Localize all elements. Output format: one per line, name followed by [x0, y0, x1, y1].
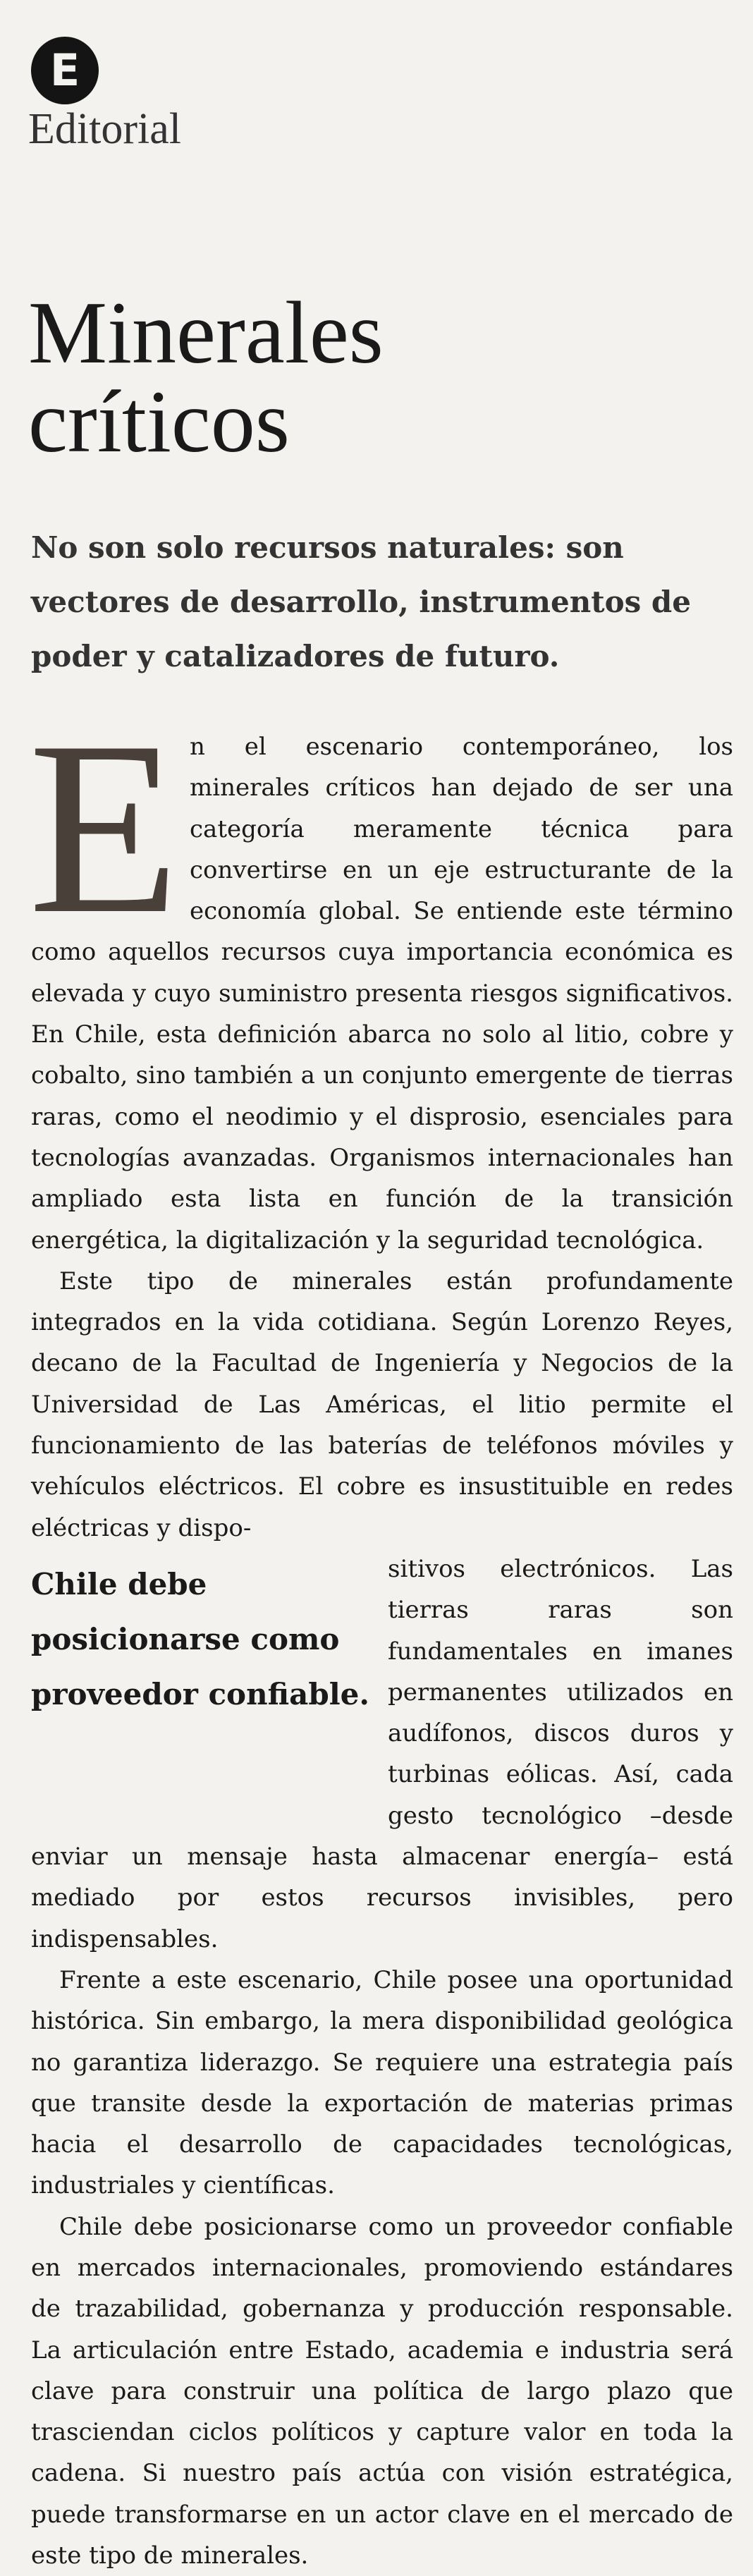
- article-title: Minerales críticos: [28, 284, 384, 471]
- paragraph-2-start: Este tipo de minerales están profundamente integrados en la vida cotidiana. Según Lorenzo Reyes, decano de la Facultad de Ingeniería y Negocios de la Universidad de Las Américas, el litio permite el funcionamiento de las baterías de teléfonos móviles y vehículos eléctricos. El cobre es insustituible en redes eléctricas y dispo-: [31, 1266, 733, 1542]
- paragraph-1: [28, 690, 733, 1261]
- section-badge: E: [31, 37, 99, 104]
- pull-quote: Chile debe posicionarse como proveedor confiable.: [31, 1566, 370, 1711]
- paragraph-1-text: n el escenario contemporáneo, los minerales críticos han dejado de ser una categoría meramente técnica para convertirse en un eje estructurante de la economía global. Se entiende este término como aquellos recursos cuya importancia económica es elevada y cuyo suministro presenta riesgos significativos. En Chile, esta definición abarca no solo al litio, cobre y cobalto, sino también a un conjunto emergente de tierras raras, como el neodimio y el disprosio, esenciales para tecnologías avanzadas. Organismos internacionales han ampliado esta lista en función de la transición energética, la digitalización y la seguridad tecnológica.: [31, 733, 733, 1255]
- paragraph-2-continued: sitivos electrónicos. Las tierras raras son fundamentales en imanes permanentes utilizados en audífonos, discos duros y turbinas eólicas. Así, cada gesto tecnológico –desde enviar un mensaje hasta almacenar energía– está mediado por estos recursos invisibles, pero indispensables.: [31, 1554, 733, 1953]
- article-body: [28, 690, 733, 2576]
- paragraph-3: Frente a este escenario, Chile posee una oportunidad histórica. Sin embargo, la mera disponibilidad geológica no garantiza liderazgo. Se requiere una estrategia país que transite desde la exportación de materias primas hacia el desarrollo de capacidades tecnológicas, industriales y científicas.: [31, 1965, 733, 2200]
- paragraph-4: Chile debe posicionarse como un proveedor confiable en mercados internacionales, promoviendo estándares de trazabilidad, gobernanza y producción responsable. La articulación entre Estado, academia e industria será clave para construir una política de largo plazo que trasciendan ciclos políticos y capture valor en toda la cadena. Si nuestro país actúa con visión estratégica, puede transformarse en un actor clave en el mercado de este tipo de minerales.: [31, 2212, 733, 2570]
- section-label: Editorial: [28, 105, 181, 153]
- drop-cap: E: [28, 690, 180, 965]
- article-subtitle: No son solo recursos naturales: son vectores de desarrollo, instrumentos de poder y catalizadores de futuro.: [31, 530, 691, 673]
